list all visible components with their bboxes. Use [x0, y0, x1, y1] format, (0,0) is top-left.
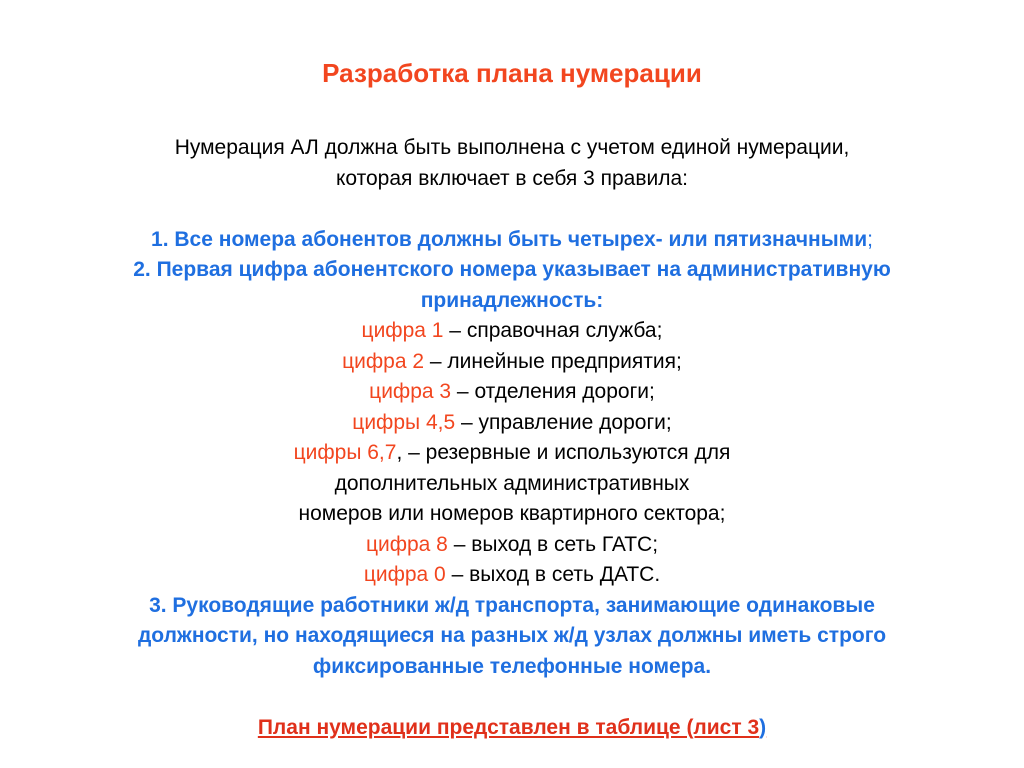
- digit-desc: – выход в сеть ДАТС.: [445, 563, 661, 586]
- rule-3-line-2: должности, но находящиеся на разных ж/д узлах должны иметь строго: [137, 624, 887, 647]
- footer-note: [0, 713, 1024, 744]
- rule-1-text: 1. Все номера абонентов должны быть четырех- или пятизначными: [151, 227, 868, 251]
- digit-item: [0, 438, 1024, 469]
- rule-3-line-3: фиксированные телефонные номера.: [312, 654, 712, 678]
- digit-item: [0, 560, 1024, 591]
- digit-desc: – справочная служба;: [443, 319, 663, 342]
- digit-label: цифра 1: [361, 319, 444, 342]
- slide-title: Разработка плана нумерации: [322, 58, 702, 88]
- digit-item-continuation: [0, 469, 1024, 500]
- rule-1: [0, 225, 1024, 256]
- digit-desc: – управление дороги;: [455, 410, 672, 434]
- slide-body: [0, 133, 1024, 743]
- digit-label: цифра 3: [369, 380, 452, 403]
- digit-desc: , – резервные и используются для: [396, 441, 731, 464]
- rule-3-line-1: 3. Руководящие работники ж/д транспорта, занимающие одинаковые: [149, 593, 875, 617]
- rule-2-line-2: принадлежность:: [420, 288, 604, 312]
- digit-desc: номеров или номеров квартирного сектора;: [298, 502, 726, 525]
- rule-1-punct: ;: [867, 227, 873, 251]
- digit-item-continuation: [0, 499, 1024, 530]
- digit-label: цифры 4,5: [352, 410, 456, 434]
- digit-desc: – выход в сеть ГАТС;: [447, 532, 659, 556]
- rule-2-line-1: 2. Первая цифра абонентского номера указывает на административную: [133, 258, 891, 281]
- intro-line-2: которая включает в себя 3 правила:: [335, 166, 689, 190]
- digit-label: цифра 8: [365, 532, 448, 556]
- digit-item: [0, 316, 1024, 347]
- digit-label: цифра 0: [363, 563, 446, 586]
- spacer: [0, 682, 1024, 713]
- footer-link-text[interactable]: [258, 716, 766, 739]
- digit-label: цифры 6,7: [293, 441, 397, 464]
- digit-label: цифра 2: [342, 349, 425, 373]
- footer-text: План нумерации представлен в таблице (лист 3: [257, 715, 760, 739]
- footer-close-paren: ): [759, 715, 767, 739]
- digit-item: [0, 530, 1024, 561]
- digit-item: [0, 377, 1024, 408]
- digit-item: [0, 408, 1024, 439]
- digit-desc: – отделения дороги;: [451, 380, 655, 403]
- digit-item: [0, 347, 1024, 378]
- digit-desc: – линейные предприятия;: [424, 349, 682, 373]
- intro-line-1: Нумерация АЛ должна быть выполнена с учетом единой нумерации,: [174, 136, 850, 159]
- spacer: [0, 194, 1024, 225]
- digit-desc: дополнительных административных: [334, 471, 690, 495]
